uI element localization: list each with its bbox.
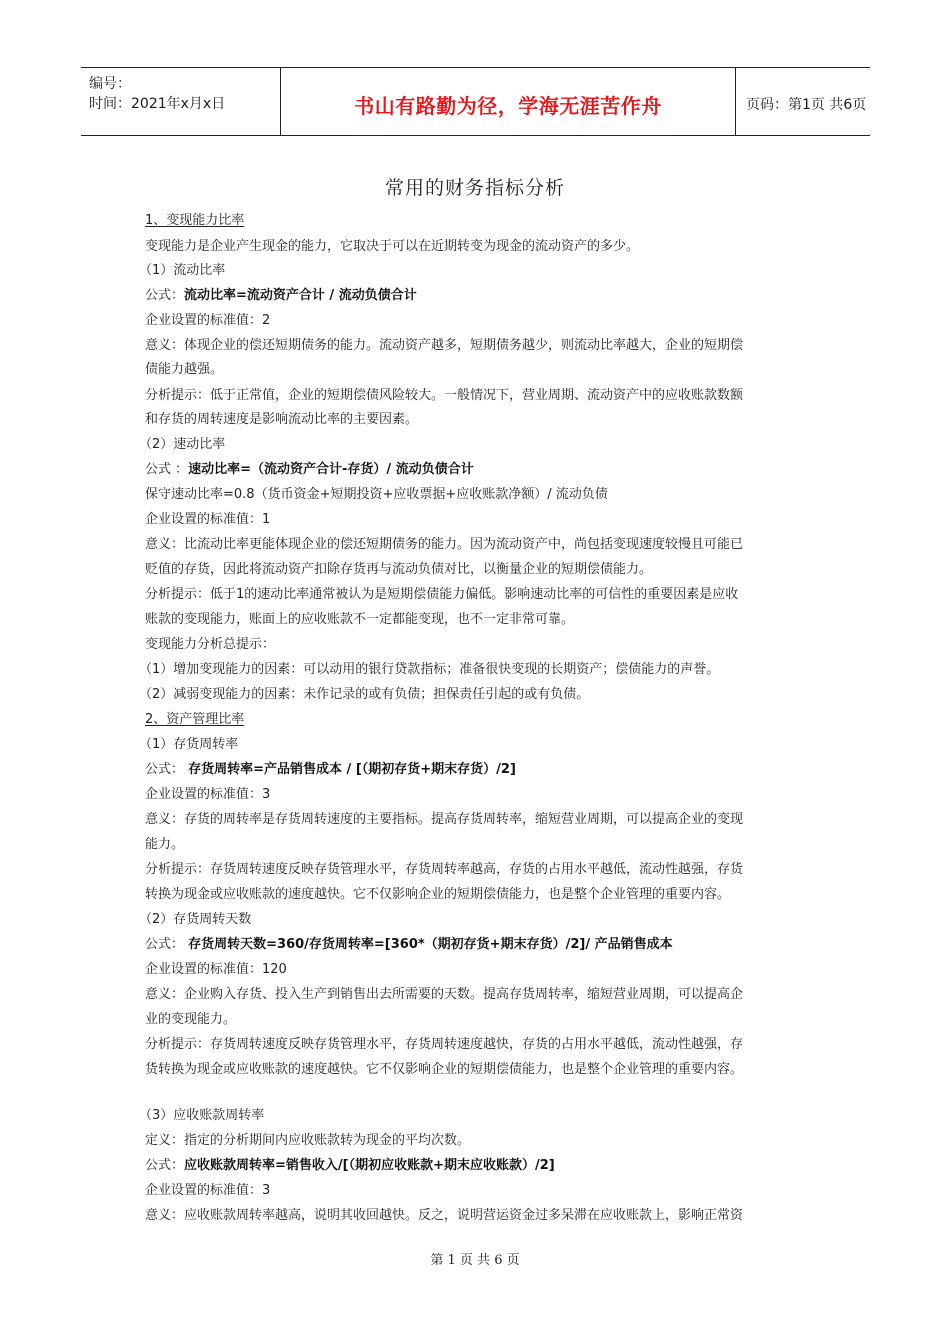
body-line [145,537,743,553]
line-text: 债能力越强。 [145,362,224,377]
body-line [145,1037,743,1053]
line-text: 2、资产管理比率 [145,712,245,727]
line-text: （1）流动比率 [139,263,226,278]
line-text: 1、变现能力比率 [145,213,245,228]
header-meta-cell [81,68,280,135]
body-line [145,837,184,853]
header-page-code: 页码：第1页 共6页 [746,97,867,113]
line-text: 货转换为现金或应收账款的速度越快。它不仅影响企业的短期偿债能力，也是整个企业管理的重要内容。 [145,1062,744,1077]
line-text: 企业设置的标准值：3 [145,1183,271,1198]
body-line [145,1208,743,1224]
line-text: 和存货的周转速度是影响流动比率的主要因素。 [145,412,419,427]
section-heading [145,712,244,728]
document-date-label: 时间：2021年x月x日 [89,96,226,112]
body-line [145,562,652,578]
line-text: 意义：应收账款周转率越高，说明其收回越快。反之，说明营运资金过多呆滞在应收账款上，影响正常资 [145,1208,744,1223]
line-text: 意义：体现企业的偿还短期债务的能力。流动资产越多，短期债务越少，则流动比率越大，企业的短期偿 [145,338,744,353]
line-text: 变现能力分析总提示： [145,637,276,652]
line-text: 公式： [145,762,189,777]
formula-line [145,462,474,478]
line-text: 贬值的存货，因此将流动资产扣除存货再与流动负债对比，以衡量企业的短期偿债能力。 [145,562,653,577]
line-text: 业的变现能力。 [145,1012,237,1027]
body-line [145,512,270,528]
header-motto: 书山有路勤为径，学海无涯苦作舟 [354,94,662,118]
line-text: 保守速动比率=0.8（货币资金+短期投资+应收票据+应收账款净额）/ 流动负债 [145,487,608,502]
line-text: （3）应收账款周转率 [139,1108,265,1123]
header-page-cell [736,68,870,135]
line-text: 公式： [145,1158,185,1173]
line-text: 公式： [145,288,185,303]
line-text: 账款的变现能力，账面上的应收账款不一定都能变现，也不一定非常可靠。 [145,612,575,627]
formula-line [145,762,516,778]
line-text: 变现能力是企业产生现金的能力，它取决于可以在近期转变为现金的流动资产的多少。 [145,239,640,254]
line-text: 企业设置的标准值：2 [145,313,271,328]
body-line [139,737,238,753]
document-number-label: 编号： [89,76,131,92]
body-line [145,987,743,1003]
formula-line [145,288,417,304]
body-line [145,412,418,428]
body-line [139,1108,264,1124]
body-line [145,487,608,503]
line-text: 定义：指定的分析期间内应收账款转为现金的平均次数。 [145,1133,471,1148]
line-text: 企业设置的标准值：3 [145,787,271,802]
formula-text: 存货周转率=产品销售成本 / [（期初存货+期末存货）/2] [188,762,516,777]
document-title: 常用的财务指标分析 [384,177,565,199]
line-text: （1）存货周转率 [139,737,239,752]
section-heading [145,213,244,229]
formula-text: 应收账款周转率=销售收入/[（期初应收账款+期末应收账款）/2] [184,1158,555,1173]
body-line [145,812,743,828]
body-line [145,1012,236,1028]
body-line [145,787,270,803]
body-line [139,437,225,453]
body-line [145,612,574,628]
line-text: 意义：比流动比率更能体现企业的偿还短期债务的能力。因为流动资产中，尚包括变现速度较慢且可能已 [145,537,744,552]
body-line [145,862,743,878]
line-text: 公式 ： [145,462,189,477]
body-line [139,687,589,703]
body-line [145,1183,270,1199]
body-line [145,239,639,255]
formula-text: 速动比率=（流动资产合计-存货）/ 流动负债合计 [188,462,474,477]
body-line [139,912,251,928]
body-line [145,313,270,329]
body-line [145,887,730,903]
document-header [81,67,870,136]
line-text: 意义：企业购入存货、投入生产到销售出去所需要的天数。提高存货周转率，缩短营业周期，可以提高企 [145,987,744,1002]
formula-line [145,937,673,953]
line-text: （2）存货周转天数 [139,912,252,927]
line-text: 企业设置的标准值：1 [145,512,271,527]
formula-line [145,1158,555,1174]
line-text: 分析提示：存货周转速度反映存货管理水平，存货周转速度越快，存货的占用水平越低，流动性越强，存 [145,1037,744,1052]
body-line [139,662,719,678]
line-text: 公式： [145,937,189,952]
body-line [139,263,225,279]
page-footer: 第 1 页 共 6 页 [430,1253,520,1268]
formula-text: 流动比率=流动资产合计 / 流动负债合计 [184,288,417,303]
line-text: 能力。 [145,837,185,852]
line-text: 意义：存货的周转率是存货周转速度的主要指标。提高存货周转率，缩短营业周期，可以提高企业的变现 [145,812,744,827]
line-text: （2）速动比率 [139,437,226,452]
formula-text: 存货周转天数=360/存货周转率=[360*（期初存货+期末存货）/2]/ 产品销售成本 [188,937,673,952]
line-text: （1）增加变现能力的因素：可以动用的银行贷款指标；准备很快变现的长期资产；偿债能力的声誉。 [139,662,720,677]
line-text: （2）减弱变现能力的因素：未作记录的或有负债；担保责任引起的或有负债。 [139,687,590,702]
line-text: 分析提示：低于正常值，企业的短期偿债风险较大。一般情况下，营业周期、流动资产中的应收账款数额 [145,388,744,403]
body-line [145,1133,470,1149]
body-line [145,1062,743,1078]
header-motto-cell [280,68,736,135]
body-line [145,388,743,404]
line-text: 企业设置的标准值：120 [145,962,287,977]
line-text: 分析提示：低于1的速动比率通常被认为是短期偿债能力偏低。影响速动比率的可信性的重要因素是应收 [145,587,739,602]
line-text: 分析提示：存货周转速度反映存货管理水平，存货周转率越高，存货的占用水平越低，流动性越强，存货 [145,862,744,877]
body-line [145,637,275,653]
body-line [145,962,287,978]
body-line [145,338,743,354]
body-line [145,587,738,603]
line-text: 转换为现金或应收账款的速度越快。它不仅影响企业的短期偿债能力，也是整个企业管理的重要内容。 [145,887,731,902]
body-line [145,362,223,378]
